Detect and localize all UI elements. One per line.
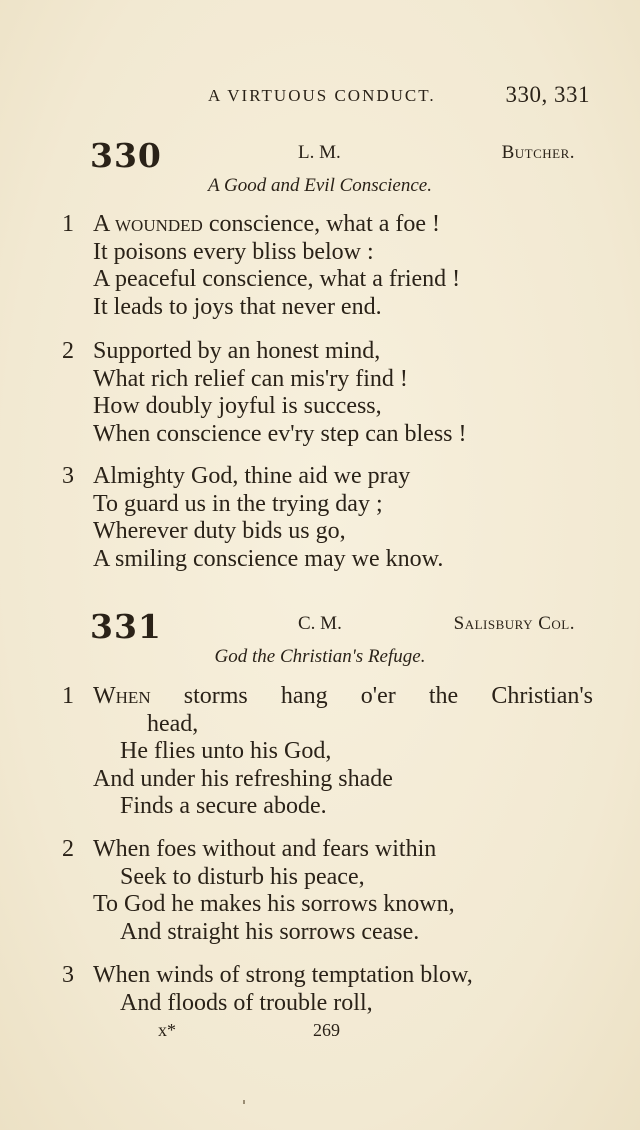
running-head xyxy=(60,82,590,112)
hymn-meter: L. M. xyxy=(298,142,341,163)
hymn-331-stanza-3 xyxy=(62,962,602,1017)
paper-speck xyxy=(243,1100,245,1104)
stanza-line: A smiling conscience may we know. xyxy=(93,545,444,572)
stanza-number: 1 xyxy=(62,211,74,237)
hymn-number: 331 xyxy=(90,607,162,646)
page-footer xyxy=(158,1020,358,1044)
stanza-line: To God he makes his sorrows known, xyxy=(93,891,455,917)
hymn-number: 330 xyxy=(90,136,162,175)
stanza-line-text: conscience, what a foe ! xyxy=(208,211,441,237)
stanza-line: It leads to joys that never end. xyxy=(93,293,382,320)
stanza-first-word: When xyxy=(93,683,151,709)
hymn-330-subtitle: A Good and Evil Conscience. xyxy=(208,175,432,196)
stanza-line: Almighty God, thine aid we pray xyxy=(93,463,411,489)
stanza-line: Supported by an honest mind, xyxy=(93,338,381,364)
stanza-number: 3 xyxy=(62,962,74,988)
running-head-hymn-numbers: 330, 331 xyxy=(505,82,590,107)
stanza-line-text: storms hang o'er the Christian's xyxy=(183,683,594,709)
stanza-line: How doubly joyful is success, xyxy=(93,393,382,419)
stanza-line: He flies unto his God, xyxy=(120,738,332,764)
stanza-number: 2 xyxy=(62,836,74,862)
hymn-330-header xyxy=(90,136,575,176)
stanza-line: Wherever duty bids us go, xyxy=(93,518,346,544)
stanza-line: To guard us in the trying day ; xyxy=(93,490,383,517)
page-number: 269 xyxy=(313,1020,340,1040)
stanza-line: What rich relief can mis'ry find ! xyxy=(93,365,408,392)
hymn-tune: Salisbury Col. xyxy=(453,613,575,634)
hymn-330-stanza-1 xyxy=(62,211,602,321)
stanza-number: 3 xyxy=(62,463,74,489)
stanza-line: It poisons every bliss below : xyxy=(93,238,374,265)
stanza-line xyxy=(62,211,602,239)
signature-mark: x* xyxy=(158,1020,176,1040)
stanza-number: 2 xyxy=(62,338,74,364)
stanza-line: When foes without and fears within xyxy=(93,836,437,862)
stanza-line: Finds a secure abode. xyxy=(120,793,327,819)
hymn-331-header xyxy=(90,607,575,647)
stanza-number: 1 xyxy=(62,683,74,709)
stanza-line-turnover: head, xyxy=(147,710,199,737)
hymn-331-subtitle: God the Christian's Refuge. xyxy=(214,646,426,667)
hymn-330-stanza-2 xyxy=(62,338,602,448)
hymn-330-stanza-3 xyxy=(62,463,602,573)
hymn-331-stanza-2 xyxy=(62,836,602,946)
stanza-line: When conscience ev'ry step can bless ! xyxy=(93,420,467,447)
stanza-line: When winds of strong temptation blow, xyxy=(93,962,473,988)
stanza-line: A peaceful conscience, what a friend ! xyxy=(93,266,461,292)
hymn-331-stanza-1 xyxy=(62,683,602,821)
stanza-line xyxy=(62,683,602,711)
stanza-line: And under his refreshing shade xyxy=(93,765,393,792)
hymn-meter: C. M. xyxy=(298,613,342,634)
hymn-tune: Butcher. xyxy=(501,142,575,163)
stanza-line: Seek to disturb his peace, xyxy=(120,863,365,890)
running-head-title: A VIRTUOUS CONDUCT. xyxy=(208,86,436,105)
stanza-line: And straight his sorrows cease. xyxy=(120,918,420,945)
stanza-line: And floods of trouble roll, xyxy=(120,989,373,1016)
stanza-first-word: A wounded xyxy=(93,211,203,237)
